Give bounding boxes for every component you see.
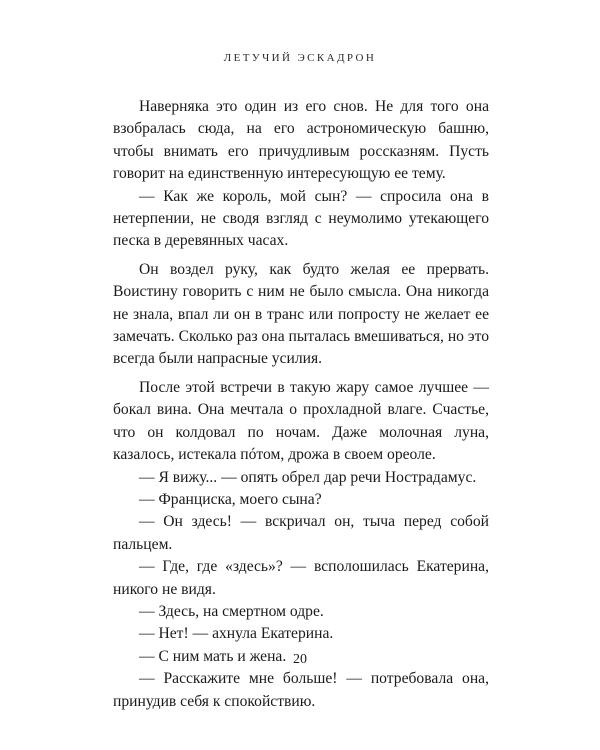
dialogue-line: — Расскажите мне больше! — потребовала она, принудив себя к спокойствию. — [113, 670, 489, 710]
dialogue-line: — С ним мать и жена. — [139, 647, 287, 665]
running-head: ЛЕТУЧИЙ ЭСКАДРОН — [223, 52, 377, 64]
paragraph: Наверняка это один из его снов. Не для того она взобралась сюда, на его астрономическую башню, чтобы внимать его причудливым россказням. Пусть говорит на единственную интересующую ее тему. — [113, 98, 489, 183]
paragraph: После этой встречи в такую жару самое лучшее — бокал вина. Она мечтала о прохладной влаге. Счастье, что он колдовал по ночам. Даже молочная луна, казалось, истекала пóтом, дрожа в своем ореоле. — [113, 378, 489, 464]
page-number: 20 — [293, 652, 307, 667]
dialogue-line: — Франциска, моего сына? — [139, 490, 322, 508]
body-text — [113, 96, 489, 713]
paragraph: Он воздел руку, как будто желая ее прервать. Воистину говорить с ним не было смысла. Она никогда не знала, впал ли он в транс или попросту не желает ее замечать. Сколько раз она пыталась вмешиваться, но это всегда были напрасные усилия. — [113, 260, 489, 368]
paragraph: — Как же король, мой сын? — спросила она в нетерпении, не сводя взгляд с неумолимо утекающего песка в деревянных часах. — [113, 187, 489, 250]
dialogue-line: — Я вижу... — опять обрел дар речи Нострадамус. — [139, 468, 477, 486]
dialogue-line: — Нет! — ахнула Екатерина. — [139, 625, 334, 643]
dialogue-line: — Здесь, на смертном одре. — [139, 602, 324, 620]
dialogue-line: — Где, где «здесь»? — всполошилась Екатерина, никого не видя. — [113, 558, 489, 598]
dialogue-line: — Он здесь! — вскричал он, тыча перед собой пальцем. — [113, 513, 489, 553]
